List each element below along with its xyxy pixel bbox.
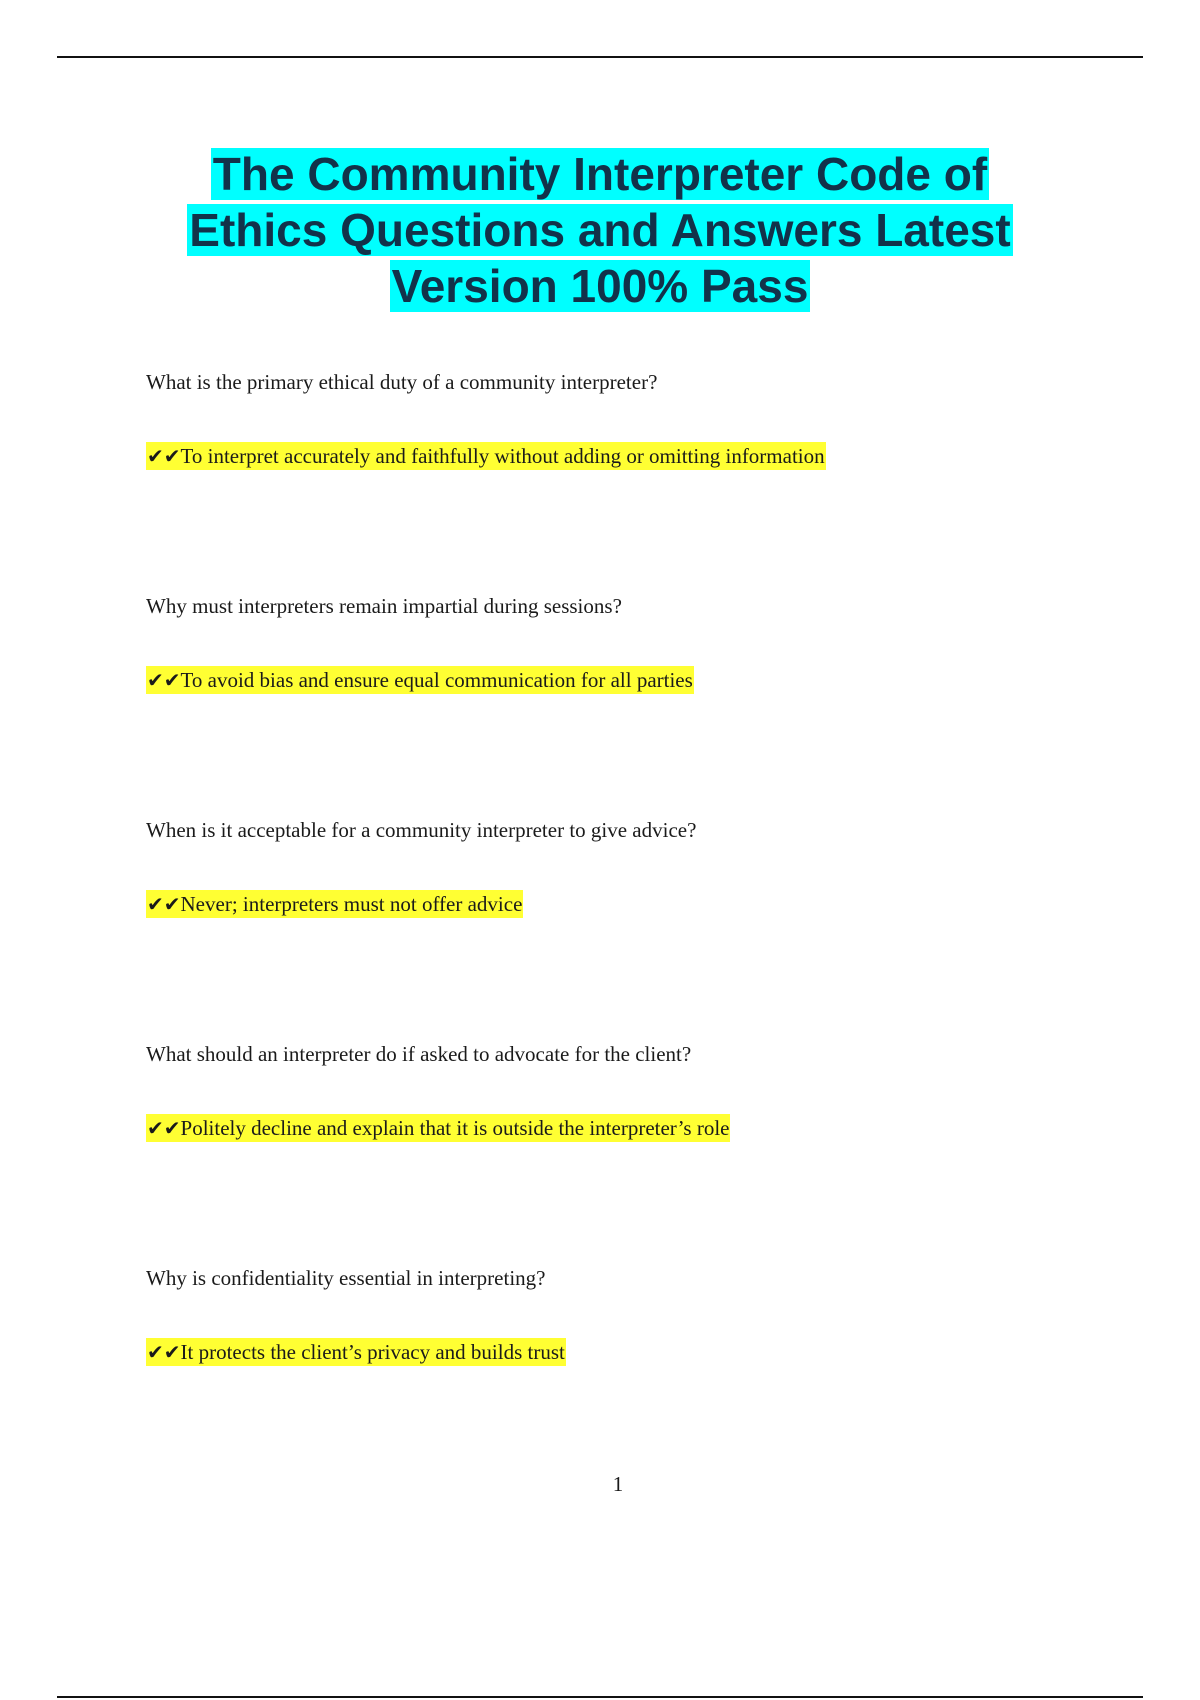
double-check-icon: ✔✔ [147, 668, 181, 692]
answer-text-4: Politely decline and explain that it is outside the interpreter’s role [180, 1116, 730, 1140]
answer-text-5: It protects the client’s privacy and builds trust [180, 1340, 565, 1364]
question-4: What should an interpreter do if asked to advocate for the client? [146, 1042, 692, 1066]
qa-item-2 [146, 592, 1146, 694]
answer-text-1: To interpret accurately and faithfully without adding or omitting information [180, 444, 825, 468]
answer-1 [146, 442, 1146, 470]
document-title [120, 146, 1080, 314]
top-rule [57, 56, 1143, 58]
title-line-1: The Community Interpreter Code of [212, 148, 988, 200]
answer-2 [146, 666, 1146, 694]
qa-item-1 [146, 368, 1146, 470]
question-3: When is it acceptable for a community interpreter to give advice? [146, 818, 697, 842]
page-number: 1 [612, 1472, 624, 1496]
answer-3 [146, 890, 1146, 918]
answer-5 [146, 1338, 1146, 1366]
answer-text-2: To avoid bias and ensure equal communication for all parties [180, 668, 693, 692]
question-5: Why is confidentiality essential in interpreting? [146, 1266, 546, 1290]
double-check-icon: ✔✔ [147, 892, 181, 916]
answer-text-3: Never; interpreters must not offer advice [180, 892, 523, 916]
qa-item-3 [146, 816, 1146, 918]
qa-item-4 [146, 1040, 1146, 1142]
title-line-2: Ethics Questions and Answers Latest [189, 204, 1011, 256]
double-check-icon: ✔✔ [147, 1116, 181, 1140]
title-line-3: Version 100% Pass [391, 260, 809, 312]
answer-4 [146, 1114, 1146, 1142]
question-1: What is the primary ethical duty of a community interpreter? [146, 370, 658, 394]
bottom-rule [57, 1696, 1143, 1698]
question-2: Why must interpreters remain impartial during sessions? [146, 594, 622, 618]
qa-item-5 [146, 1264, 1146, 1366]
double-check-icon: ✔✔ [147, 1340, 181, 1364]
double-check-icon: ✔✔ [147, 444, 181, 468]
